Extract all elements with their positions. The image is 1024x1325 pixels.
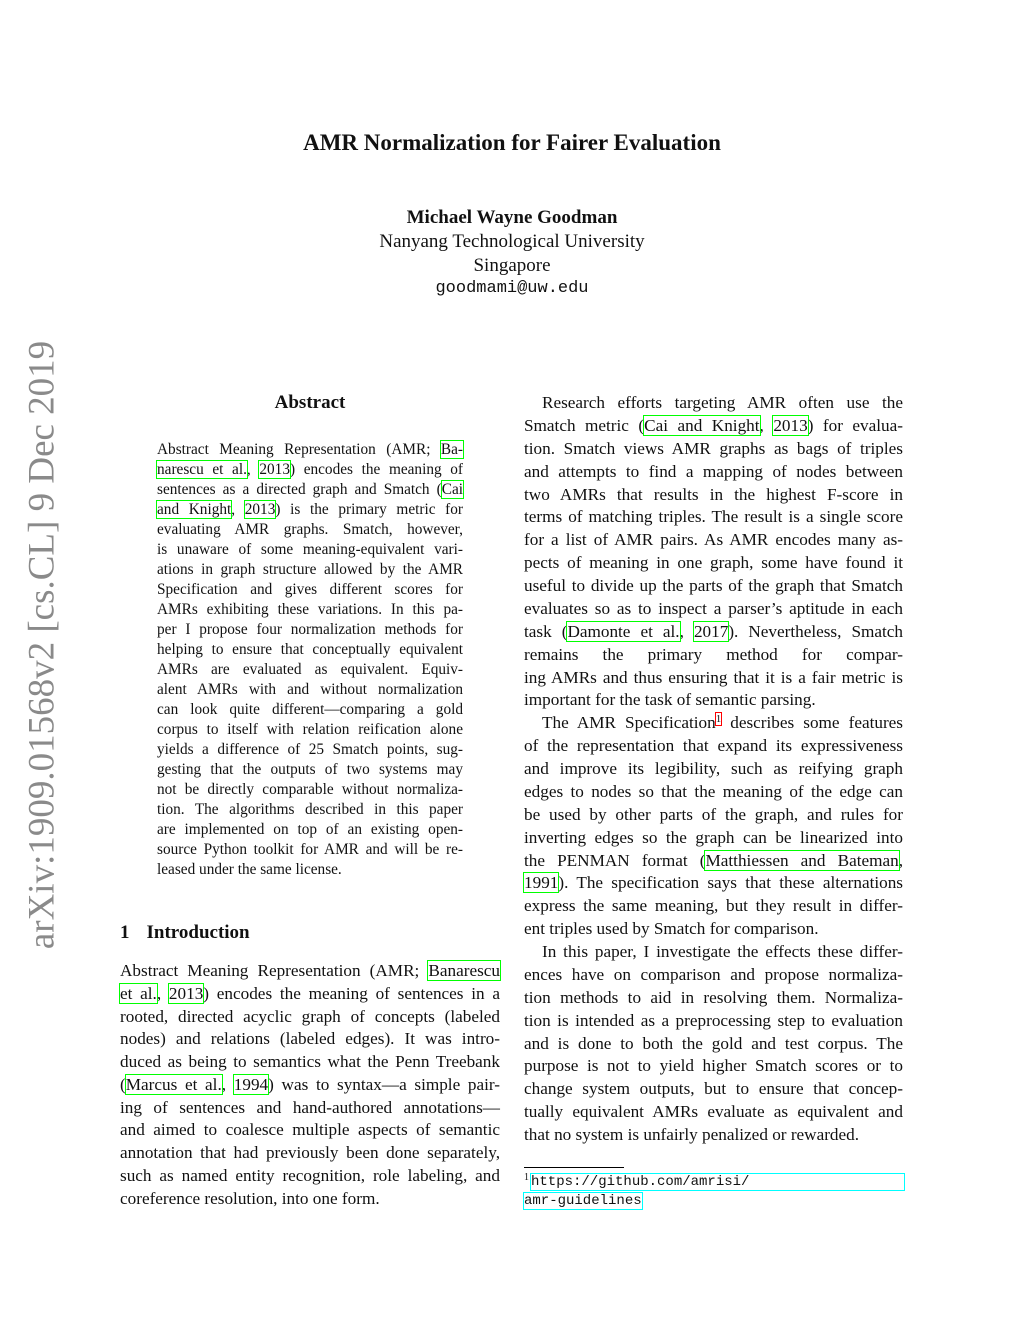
text-segment: evaluates so as to inspect a parser’s aptitude in each: [524, 598, 903, 618]
section-number: 1: [120, 922, 130, 943]
text-segment: pects of meaning in one graph, some have found it: [524, 553, 903, 573]
text-line: [524, 827, 903, 850]
text-segment: sentences as a directed graph and Smatch (: [157, 481, 442, 498]
footnote: [524, 1172, 904, 1210]
citation-link[interactable]: 1991: [524, 873, 559, 893]
text-segment: nodes) and relations (labeled edges). It was intro-: [120, 1029, 500, 1049]
text-segment: for a list of AMR pairs. As AMR encodes many as-: [524, 530, 903, 550]
text-line: [157, 760, 463, 780]
abstract-body: [157, 440, 463, 880]
text-line: [157, 740, 463, 760]
text-segment: remains the primary method for compar-: [524, 644, 903, 664]
text-line: [157, 800, 463, 820]
text-line: [524, 758, 903, 781]
text-line: [524, 872, 903, 895]
section-heading-introduction: [120, 922, 250, 944]
text-segment: corpus to itself with relation reification alone: [157, 721, 463, 738]
citation-link[interactable]: and Knight: [157, 501, 232, 518]
text-segment: useful to divide up the parts of the graph that Smatch: [524, 576, 903, 595]
text-segment: important for the task of semantic parsing.: [524, 690, 816, 710]
text-segment: tion is intended as a preprocessing step to evaluation: [524, 1010, 903, 1030]
author-location: Singapore: [473, 255, 551, 276]
text-segment: Research efforts targeting AMR often use the: [542, 393, 903, 412]
text-segment: ) encodes the meaning of sentences in a: [203, 983, 501, 1003]
text-segment: alent AMRs with and without normalization: [157, 681, 463, 698]
text-line: [524, 689, 903, 712]
text-segment: ) is the primary metric for: [275, 501, 463, 518]
text-line: [524, 1101, 903, 1124]
text-line: [524, 918, 903, 941]
author-affiliation: Nanyang Technological University: [379, 231, 645, 252]
text-segment: ) was to syntax—a simple pair-: [268, 1074, 500, 1094]
text-line: [524, 552, 903, 575]
text-segment: such as named entity recognition, role labeling, and: [120, 1165, 500, 1185]
text-segment: tion methods to aid in resolving them. Normaliza-: [524, 987, 903, 1007]
citation-link[interactable]: 2013: [259, 461, 290, 478]
text-segment: ing of sentences and hand-authored annotations—: [120, 1097, 500, 1117]
paper-title: AMR Normalization for Fairer Evaluation: [303, 130, 721, 155]
text-line: [120, 983, 500, 1006]
text-segment: ations in graph structure allowed by the AMR: [157, 561, 463, 578]
citation-link[interactable]: Cai and Knight: [644, 415, 760, 435]
text-segment: ,: [679, 621, 694, 641]
text-segment: Smatch metric (: [524, 415, 645, 435]
text-line: [524, 1078, 903, 1101]
text-line: [524, 895, 903, 918]
text-segment: the PENMAN format (: [524, 850, 706, 870]
text-segment: Abstract Meaning Representation (AMR;: [120, 961, 429, 980]
text-segment: ,: [156, 983, 169, 1003]
text-line: [157, 520, 463, 540]
citation-link[interactable]: et al.: [120, 983, 157, 1003]
text-segment: inverting edges so the graph can be linearized into: [524, 827, 903, 847]
text-line: [524, 575, 903, 598]
text-line: [524, 850, 903, 873]
text-line: [157, 480, 463, 500]
citation-link[interactable]: 2013: [244, 501, 276, 518]
arxiv-identifier: arXiv:1909.01568v2 [cs.CL] 9 Dec 2019: [21, 340, 63, 950]
text-segment: ,: [759, 415, 774, 435]
text-line: [524, 506, 903, 529]
text-segment: ) encodes the meaning of: [289, 461, 463, 478]
text-line: [157, 440, 463, 460]
text-line: [157, 700, 463, 720]
citation-link[interactable]: Damonte et al.: [567, 621, 680, 641]
text-line: [524, 1055, 903, 1078]
text-line: [157, 640, 463, 660]
text-segment: Specification and gives different scores for: [157, 581, 463, 598]
text-line: [524, 484, 903, 507]
citation-link[interactable]: narescu et al.: [157, 461, 247, 478]
text-line: [120, 1188, 500, 1211]
text-segment: and aimed to coalesce multiple aspects of semantic: [120, 1120, 500, 1140]
text-line: [524, 644, 903, 667]
text-line: [120, 1165, 500, 1188]
text-line: [524, 1033, 903, 1056]
text-segment: two AMRs that results in the highest F-score in: [524, 484, 903, 504]
citation-link[interactable]: 1994: [233, 1074, 269, 1094]
text-line: [157, 620, 463, 640]
text-segment: yields a difference of 25 Smatch points, sug-: [157, 741, 463, 758]
text-segment: tion. Smatch views AMR graphs as bags of triples: [524, 438, 903, 458]
text-segment: ). Nevertheless, Smatch: [728, 621, 904, 641]
text-line: [157, 580, 463, 600]
text-segment: rooted, directed acyclic graph of concepts (labeled: [120, 1006, 500, 1026]
text-segment: and improve its legibility, such as reifying graph: [524, 759, 903, 778]
text-line: [524, 964, 903, 987]
text-segment: leased under the same license.: [157, 861, 342, 878]
text-segment: and attempts to find a mapping of nodes between: [524, 461, 903, 481]
footnote-rule: [524, 1167, 624, 1168]
text-segment: tion. The algorithms described in this paper: [157, 801, 463, 818]
text-line: [524, 415, 903, 438]
text-segment: The AMR Specification: [542, 713, 716, 733]
footnote-link[interactable]: 1: [715, 712, 722, 725]
text-line: [524, 667, 903, 690]
text-line: [524, 987, 903, 1010]
text-line: [120, 1097, 500, 1120]
text-line: [157, 860, 463, 880]
text-line: [157, 780, 463, 800]
text-segment: not be directly comparable without normaliza-: [157, 781, 463, 798]
text-segment: terms of matching triples. The result is a single score: [524, 507, 903, 527]
text-segment: coreference resolution, into one form.: [120, 1188, 380, 1208]
text-segment: be used by other parts of the graph, and rules for: [524, 804, 903, 824]
text-segment: per I propose four normalization methods for: [157, 621, 463, 638]
text-line: [120, 1142, 500, 1165]
text-line: [524, 712, 903, 735]
text-segment: task (: [524, 621, 568, 641]
text-line: [524, 735, 903, 758]
citation-link[interactable]: 2013: [168, 983, 204, 1003]
text-line: [524, 438, 903, 461]
text-segment: express the same meaning, but they result in differ-: [524, 896, 903, 916]
text-segment: source Python toolkit for AMR and will be re-: [157, 841, 463, 858]
author-email[interactable]: goodmami@uw.edu: [435, 279, 589, 298]
text-line: [524, 392, 903, 415]
text-line: [157, 560, 463, 580]
text-line: [120, 960, 500, 983]
text-segment: tually equivalent AMRs evaluate as equivalent and: [524, 1102, 903, 1122]
text-segment: ences have on comparison and propose normaliza-: [524, 964, 903, 984]
text-segment: helping to ensure that conceptually equivalent: [157, 641, 463, 658]
text-segment: ). The specification says that these alternations: [558, 873, 903, 893]
text-segment: evaluating AMR graphs. Smatch, however,: [157, 521, 463, 538]
text-segment: Abstract Meaning Representation (AMR;: [157, 441, 441, 458]
citation-link[interactable]: Matthiessen and Bateman: [705, 850, 899, 870]
text-line: [524, 1010, 903, 1033]
text-line: [120, 1074, 500, 1097]
introduction-right-column: [524, 392, 903, 1147]
text-segment: is unaware of some meaning-equivalent vari-: [157, 541, 463, 558]
footnote-url-link-continued[interactable]: amr-guidelines: [524, 1192, 642, 1209]
text-segment: annotation that had previously been done separately,: [120, 1143, 500, 1162]
text-segment: (: [120, 1074, 126, 1094]
text-segment: ,: [221, 1074, 234, 1094]
text-segment: that no system is unfairly penalized or rewarded.: [524, 1125, 860, 1144]
text-segment: In this paper, I investigate the effects these differ-: [542, 942, 903, 961]
text-line: [524, 804, 903, 827]
text-segment: ) for evalua-: [807, 415, 903, 435]
section-title: Introduction: [146, 922, 250, 943]
introduction-left-column: [120, 960, 500, 1210]
text-line: [157, 660, 463, 680]
text-segment: AMRs are evaluated as equivalent. Equiv-: [157, 661, 463, 678]
footnote-url-link[interactable]: https://github.com/amrisi/: [531, 1174, 904, 1190]
text-segment: can look quite different—comparing a gold: [157, 701, 463, 718]
text-line: [157, 540, 463, 560]
text-line: [120, 1006, 500, 1029]
text-line: [524, 781, 903, 804]
citation-link[interactable]: Marcus et al.: [125, 1074, 222, 1094]
text-segment: ing AMRs and thus ensuring that it is a fair metric is: [524, 667, 903, 687]
text-segment: purpose is not to yield higher Smatch scores or to: [524, 1056, 903, 1076]
text-segment: ,: [231, 501, 245, 518]
text-segment: are implemented on top of an existing open-: [157, 821, 463, 838]
citation-link[interactable]: 2017: [693, 621, 729, 641]
text-line: [120, 1051, 500, 1074]
text-line: [524, 1124, 903, 1147]
citation-link[interactable]: Cai: [441, 481, 463, 498]
text-line: [120, 1119, 500, 1142]
text-segment: of the representation that expand its expressiveness: [524, 736, 903, 756]
text-segment: change system outputs, but to ensure that concep-: [524, 1079, 903, 1099]
text-segment: edges to nodes so that the meaning of the edge can: [524, 781, 903, 801]
text-line: [120, 1028, 500, 1051]
text-segment: describes some features: [721, 713, 903, 733]
citation-link[interactable]: Ba-: [440, 441, 463, 458]
text-line: [157, 500, 463, 520]
abstract-heading: Abstract: [274, 392, 346, 413]
footnote-mark: 1: [524, 1172, 529, 1183]
text-segment: gesting that the outputs of two systems may: [157, 761, 463, 778]
text-segment: and is done to both the gold and test corpus. The: [524, 1033, 903, 1053]
text-segment: ,: [246, 461, 260, 478]
text-line: [157, 820, 463, 840]
text-segment: AMRs exhibiting these variations. In this pa-: [157, 601, 463, 618]
text-line: [157, 720, 463, 740]
text-line: [524, 621, 903, 644]
text-line: [157, 840, 463, 860]
text-line: [524, 461, 903, 484]
citation-link[interactable]: 2013: [773, 415, 808, 435]
text-line: [524, 598, 903, 621]
text-line: [524, 529, 903, 552]
text-segment: ,: [898, 850, 903, 870]
text-line: [157, 460, 463, 480]
text-line: [157, 600, 463, 620]
text-line: [157, 680, 463, 700]
text-segment: ent triples used by Smatch for comparison.: [524, 919, 819, 939]
text-line: [524, 941, 903, 964]
author-name: Michael Wayne Goodman: [406, 207, 618, 228]
text-segment: duced as being to semantics what the Penn Treebank: [120, 1052, 500, 1071]
citation-link[interactable]: Banarescu: [428, 961, 500, 980]
